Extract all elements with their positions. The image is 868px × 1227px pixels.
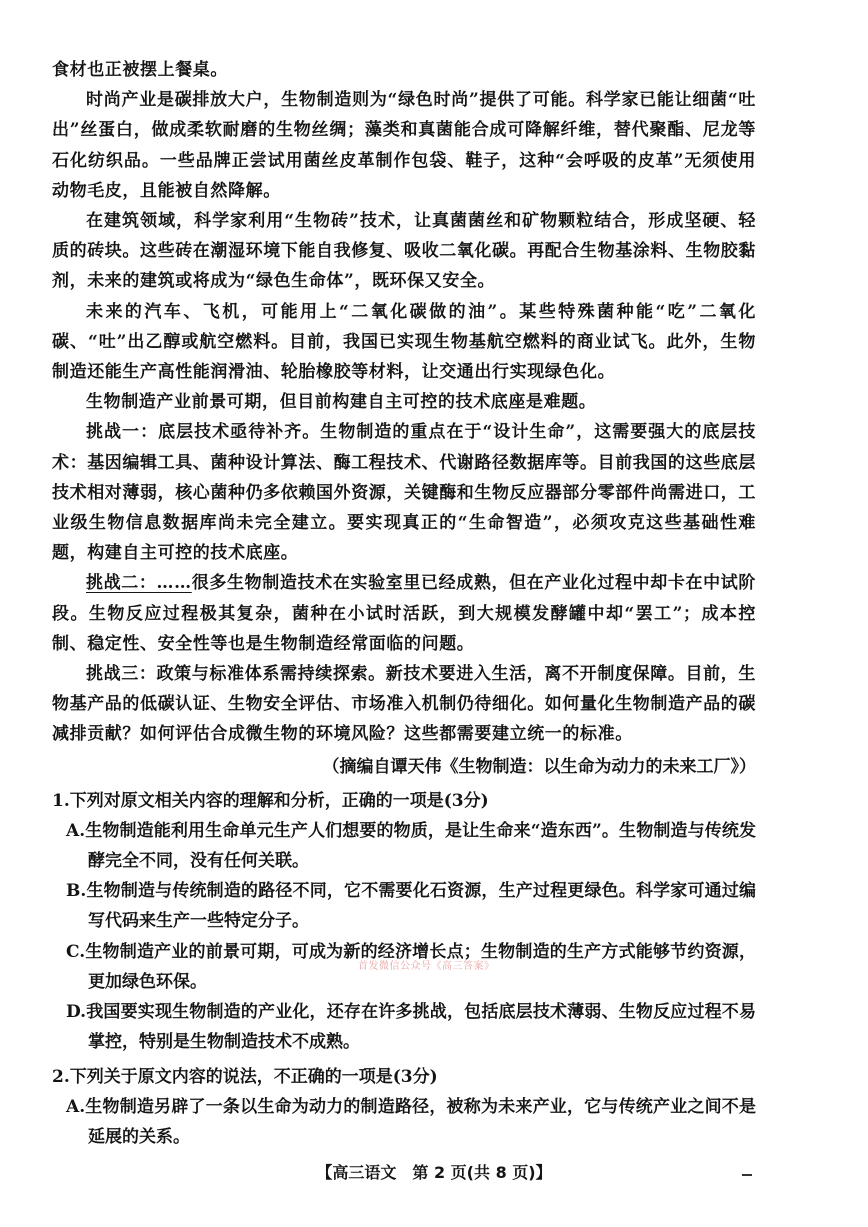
paragraph-fashion: 时尚产业是碳排放大户，生物制造则为“绿色时尚”提供了可能。科学家已能让细菌“吐出”丝蛋白，做成柔软耐磨的生物丝绸；藻类和真菌能合成可降解纤维，替代聚酯、尼龙等石化纺织品。一些品牌正尝试用菌丝皮革制作包袋、鞋子，这种“会呼吸的皮革”无须使用动物毛皮，且能被自然降解。 [52,90,756,201]
question-2-stem: 2.下列关于原文内容的说法，不正确的一项是(3分) [52,1066,438,1087]
challenge-2-text: 很多生物制造技术在实验室里已经成熟，但在产业化过程中却卡在中试阶段。生物反应过程极其复杂，菌种在小试时活跃，到大规模发酵罐中却“罢工”；成本控制、稳定性、安全性等也是生物制造经常面临的问题。 [52,573,756,654]
corner-mark [742,1174,752,1176]
question-1-stem: 1.下列对原文相关内容的理解和分析，正确的一项是(3分) [52,790,489,811]
paragraph-prospect: 生物制造产业前景可期，但目前构建自主可控的技术底座是难题。 [86,392,597,413]
challenge-2-blank: 挑战二：…… [86,573,192,594]
question-1-option-a: A.生物制造能利用生命单元生产人们想要的物质，是让生命来“造东西”。生物制造与传统发酵完全不同，没有任何关联。 [66,820,756,872]
paragraph-continuation: 食材也正被摆上餐桌。 [52,60,228,80]
paragraph-challenge-2 [52,568,756,659]
paragraph-transport: 未来的汽车、飞机，可能用上“二氧化碳做的油”。某些特殊菌种能“吃”二氧化碳、“吐”出乙醇或航空燃料。目前，我国已实现生物基航空燃料的商业试飞。此外，生物制造还能生产高性能润滑油、轮胎橡胶等材料，让交通出行实现绿色化。 [52,301,756,383]
paragraph-challenge-1: 挑战一：底层技术亟待补齐。生物制造的重点在于“设计生命”，这需要强大的底层技术：基因编辑工具、菌种设计算法、酶工程技术、代谢路径数据库等。目前我国的这些底层技术相对薄弱，核心菌种仍多依赖国外资源，关键酶和生物反应器部分零部件尚需进口，工业级生物信息数据库尚未完全建立。要实现真正的“生命智造”，必须攻克这些基础性难题，构建自主可控的技术底座。 [52,422,756,564]
question-1-option-b: B.生物制造与传统制造的路径不同，它不需要化石资源，生产过程更绿色。科学家可通过编写代码来生产一些特定分子。 [66,881,756,932]
source-citation: （摘编自谭天伟《生物制造：以生命为动力的未来工厂》） [322,756,756,777]
page-footer: 【高三语文 第 2 页(共 8 页)】 [316,1163,552,1182]
watermark-text: 首发微信公众号《高三答案》 [358,961,495,972]
question-1-option-c: C.生物制造产业的前景可期，可成为新的经济增长点；生物制造的生产方式能够节约资源，更加绿色环保。 [66,941,756,992]
question-1-option-d: D.我国要实现生物制造的产业化，还存在许多挑战，包括底层技术薄弱、生物反应过程不易掌控，特别是生物制造技术不成熟。 [66,1002,756,1053]
paragraph-challenge-3: 挑战三：政策与标准体系需持续探索。新技术要进入生活，离不开制度保障。目前，生物基产品的低碳认证、生物安全评估、市场准入机制仍待细化。如何量化生物制造产品的碳减排贡献？如何评估合成微生物的环境风险？这些都需要建立统一的标准。 [52,664,756,745]
paragraph-building: 在建筑领域，科学家利用“生物砖”技术，让真菌菌丝和矿物颗粒结合，形成坚硬、轻质的砖块。这些砖在潮湿环境下能自我修复、吸收二氧化碳。再配合生物基涂料、生物胶黏剂，未来的建筑或将成为“绿色生命体”，既环保又安全。 [52,211,756,292]
question-2-option-a: A.生物制造另辟了一条以生命为动力的制造路径，被称为未来产业，它与传统产业之间不是延展的关系。 [66,1096,756,1147]
